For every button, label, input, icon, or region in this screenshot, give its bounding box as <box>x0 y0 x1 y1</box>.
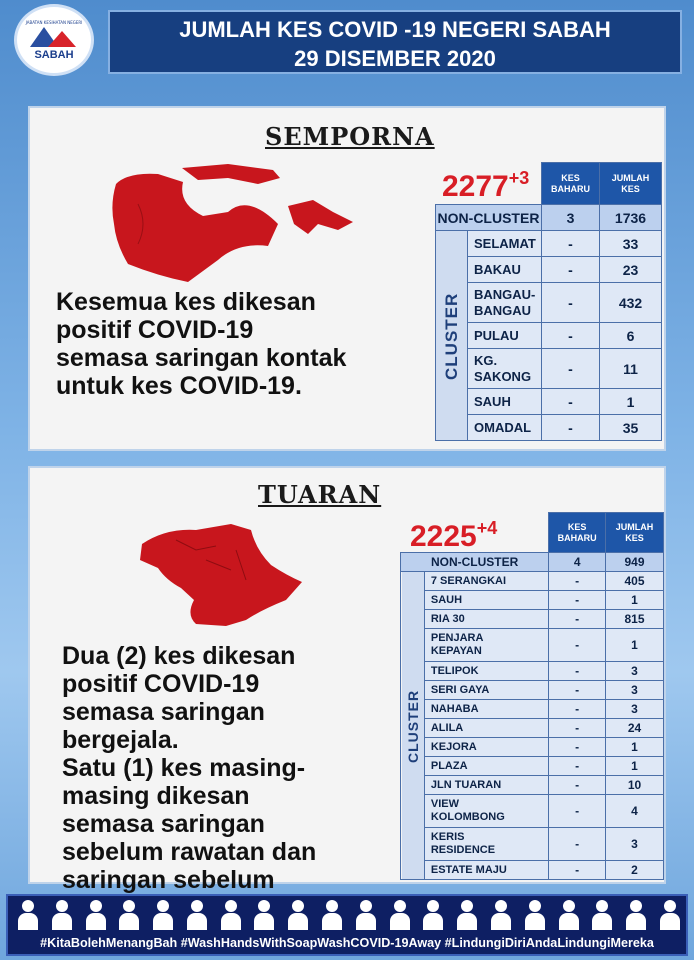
person-icon <box>491 900 511 930</box>
semporna-case-table <box>435 162 662 441</box>
person-icon <box>52 900 72 930</box>
table-row <box>436 231 662 257</box>
district-title-tuaran: TUARAN <box>258 480 382 509</box>
cluster-new: - <box>549 629 606 662</box>
cluster-total: 11 <box>600 349 662 389</box>
table-row <box>401 553 664 572</box>
table-row <box>401 738 664 757</box>
person-icon <box>356 900 376 930</box>
cluster-name: KERIS RESIDENCE <box>424 828 548 861</box>
person-icon <box>221 900 241 930</box>
cluster-new: - <box>549 610 606 629</box>
cluster-total: 1 <box>606 738 664 757</box>
person-icon <box>457 900 477 930</box>
table-row <box>436 415 662 441</box>
cluster-name: KEJORA <box>424 738 548 757</box>
tuaran-panel <box>28 466 666 894</box>
cluster-new: - <box>549 757 606 776</box>
cluster-new: - <box>542 323 600 349</box>
person-icon <box>592 900 612 930</box>
cluster-new: - <box>542 231 600 257</box>
cluster-name: SAUH <box>424 591 548 610</box>
cluster-total: 405 <box>606 572 664 591</box>
person-icon <box>288 900 308 930</box>
person-icon <box>119 900 139 930</box>
cluster-new: - <box>549 700 606 719</box>
cluster-name: TELIPOK <box>424 662 548 681</box>
person-icon <box>18 900 38 930</box>
cluster-new: - <box>542 415 600 441</box>
cluster-name: 7 SERANGKAI <box>424 572 548 591</box>
cluster-new: - <box>549 738 606 757</box>
cluster-name: VIEW KOLOMBONG <box>424 795 548 828</box>
cluster-name: PENJARA KEPAYAN <box>424 629 548 662</box>
person-icon <box>559 900 579 930</box>
cluster-name: JLN TUARAN <box>424 776 548 795</box>
person-icon <box>322 900 342 930</box>
district-title-semporna: SEMPORNA <box>265 122 435 151</box>
mountain-icon <box>30 25 78 47</box>
cluster-new: - <box>542 389 600 415</box>
table-row <box>436 283 662 323</box>
cluster-new: - <box>549 572 606 591</box>
header-jumlah-kes: JUMLAH KES <box>600 163 662 205</box>
cluster-name: SAUH <box>468 389 542 415</box>
cluster-name: PLAZA <box>424 757 548 776</box>
cluster-new: - <box>549 681 606 700</box>
cluster-name: SELAMAT <box>468 231 542 257</box>
cluster-total: 1 <box>606 591 664 610</box>
table-row <box>436 389 662 415</box>
cluster-name: KG. SAKONG <box>468 349 542 389</box>
cluster-new: - <box>549 861 606 880</box>
cluster-new: - <box>549 795 606 828</box>
cluster-total: 432 <box>600 283 662 323</box>
semporna-increase: +3 <box>508 168 530 188</box>
table-row <box>436 349 662 389</box>
semporna-total-value: 2277 <box>442 170 509 203</box>
cluster-total: 1 <box>606 757 664 776</box>
semporna-description: Kesemua kes dikesan positif COVID-19 semasa saringan kontak untuk kes COVID-19. <box>56 288 347 400</box>
semporna-panel <box>28 106 666 451</box>
table-row <box>401 591 664 610</box>
person-icon <box>187 900 207 930</box>
header-kes-baharu: KES BAHARU <box>549 513 606 553</box>
header-jumlah-kes: JUMLAH KES <box>606 513 664 553</box>
cluster-total: 815 <box>606 610 664 629</box>
table-row <box>401 757 664 776</box>
cluster-total: 3 <box>606 662 664 681</box>
cluster-total: 10 <box>606 776 664 795</box>
cluster-total: 1 <box>606 629 664 662</box>
cluster-new: - <box>549 828 606 861</box>
cluster-total: 4 <box>606 795 664 828</box>
logo-name: SABAH <box>34 48 74 61</box>
table-row <box>401 700 664 719</box>
cluster-name: ESTATE MAJU <box>424 861 548 880</box>
tuaran-total-value: 2225 <box>410 520 477 553</box>
table-row <box>401 629 664 662</box>
cluster-new: - <box>549 591 606 610</box>
table-row <box>436 205 662 231</box>
cluster-total: 35 <box>600 415 662 441</box>
page-title: JUMLAH KES COVID -19 NEGERI SABAH <box>179 17 611 42</box>
person-icon <box>423 900 443 930</box>
page-header <box>108 10 682 74</box>
table-row <box>436 257 662 283</box>
person-icon <box>626 900 646 930</box>
person-icon <box>86 900 106 930</box>
cluster-name: OMADAL <box>468 415 542 441</box>
cluster-name: BAKAU <box>468 257 542 283</box>
noncluster-total: 1736 <box>600 205 662 231</box>
cluster-total: 6 <box>600 323 662 349</box>
cluster-total: 3 <box>606 681 664 700</box>
noncluster-new: 3 <box>542 205 600 231</box>
person-icon <box>660 900 680 930</box>
table-row <box>401 776 664 795</box>
table-row <box>401 861 664 880</box>
cluster-total: 1 <box>600 389 662 415</box>
semporna-map-icon <box>108 164 358 284</box>
noncluster-label: NON-CLUSTER <box>436 205 542 231</box>
noncluster-new: 4 <box>549 553 606 572</box>
tuaran-map-icon <box>136 520 306 630</box>
cluster-new: - <box>542 257 600 283</box>
cluster-name: NAHABA <box>424 700 548 719</box>
sabah-logo <box>14 4 94 76</box>
person-icon <box>254 900 274 930</box>
cluster-name: SERI GAYA <box>424 681 548 700</box>
tuaran-case-table <box>400 512 664 880</box>
cluster-label: CLUSTER <box>401 572 425 880</box>
cluster-new: - <box>549 776 606 795</box>
cluster-new: - <box>542 349 600 389</box>
noncluster-total: 949 <box>606 553 664 572</box>
cluster-total: 33 <box>600 231 662 257</box>
cluster-new: - <box>542 283 600 323</box>
table-row <box>401 681 664 700</box>
footer-hashtags: #KitaBolehMenangBah #WashHandsWithSoapWashCOVID-19Away #LindungiDiriAndaLindungiMereka <box>40 936 654 950</box>
cluster-name: BANGAU- BANGAU <box>468 283 542 323</box>
cluster-label: CLUSTER <box>436 231 468 441</box>
table-row <box>401 662 664 681</box>
cluster-name: ALILA <box>424 719 548 738</box>
frontliners-illustration <box>18 900 680 932</box>
tuaran-description: Dua (2) kes dikesan positif COVID-19 semasa saringan bergejala. Satu (1) kes masing- masing dikesan semasa saringan sebelum rawatan dan saringan sebelum <box>62 642 317 894</box>
logo-tagline: JABATAN KESIHATAN NEGERI <box>25 19 83 25</box>
table-row <box>401 795 664 828</box>
table-row <box>401 719 664 738</box>
cluster-total: 2 <box>606 861 664 880</box>
cluster-new: - <box>549 719 606 738</box>
person-icon <box>525 900 545 930</box>
cluster-new: - <box>549 662 606 681</box>
cluster-total: 23 <box>600 257 662 283</box>
noncluster-label: NON-CLUSTER <box>401 553 549 572</box>
page-date: 29 DISEMBER 2020 <box>294 46 496 71</box>
table-row <box>401 828 664 861</box>
cluster-name: PULAU <box>468 323 542 349</box>
person-icon <box>153 900 173 930</box>
cluster-total: 24 <box>606 719 664 738</box>
table-row <box>401 610 664 629</box>
cluster-name: RIA 30 <box>424 610 548 629</box>
tuaran-increase: +4 <box>476 518 498 538</box>
table-row <box>401 572 664 591</box>
footer-banner <box>6 894 688 956</box>
header-kes-baharu: KES BAHARU <box>542 163 600 205</box>
table-row <box>436 323 662 349</box>
cluster-total: 3 <box>606 828 664 861</box>
person-icon <box>390 900 410 930</box>
cluster-total: 3 <box>606 700 664 719</box>
